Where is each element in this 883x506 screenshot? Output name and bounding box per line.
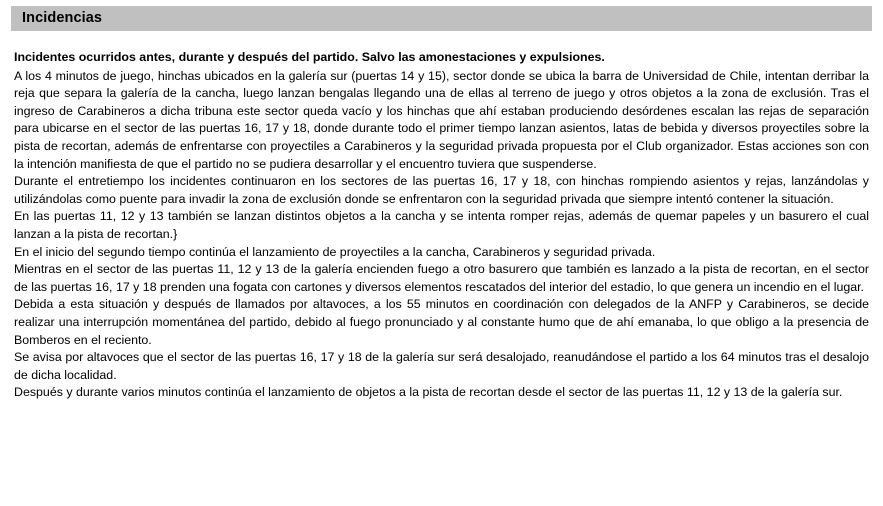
report-paragraph: Después y durante varios minutos continúa el lanzamiento de objetos a la pista de recortan desde el sector de las puertas 11, 12 y 13 de la galería sur. (14, 385, 843, 400)
report-paragraph: A los 4 minutos de juego, hinchas ubicados en la galería sur (puertas 14 y 15), sector donde se ubica la barra de Universidad de Chile, intentan derribar la reja que separa la galería de la cancha, luego lanzan bengalas llegando una de ellas al terreno de juego y otros objetos a la zona de exclusión. Tras el ingreso de Carabineros a dicha tribuna este sector queda vacío y los hinchas que ahí estaban produciendo desórdenes escalan las rejas de separación para ubicarse en el sector de las puertas 16, 17 y 18, donde durante todo el primer tiempo lanzan asientos, latas de bebida y diversos proyectiles sobre la pista de recortan, además de enfrentarse con proyectiles a Carabineros y la seguridad privada propuesta por el Club organizador. Estas acciones son con la intención manifiesta de que el partido no se pudiera desarrollar y el encuentro tuviera que suspenderse. (14, 68, 869, 171)
report-paragraph: Se avisa por altavoces que el sector de las puertas 16, 17 y 18 de la galería sur será desalojado, reanudándose el partido a los 64 minutos tras el desalojo de dicha localidad. (14, 350, 869, 382)
incident-report-body (14, 49, 869, 402)
report-paragraph: Mientras en el sector de las puertas 11, 12 y 13 de la galería encienden fuego a otro basurero que también es lanzado a la pista de recortan, en el sector de las puertas 16, 17 y 18 prenden una fogata con cartones y diversos elementos rescatados del interior del estadio, lo que genera un incendio en el lugar. (14, 262, 869, 294)
report-paragraph: En el inicio del segundo tiempo continúa el lanzamiento de proyectiles a la cancha, Carabineros y seguridad privada. (14, 244, 656, 259)
report-paragraph: Durante el entretiempo los incidentes continuaron en los sectores de las puertas 16, 17 y 18, con hinchas rompiendo asientos y rejas, lanzándolas y utilizándolas como puente para invadir la zona de exclusión donde se enfrentaron con la seguridad privada que siempre intentó contener la situación. (14, 174, 869, 206)
report-intro-line: Incidentes ocurridos antes, durante y después del partido. Salvo las amonestaciones y expulsiones. (14, 50, 605, 64)
section-header-bar (11, 6, 872, 31)
page-title: Incidencias (22, 10, 103, 27)
report-paragraph: Debida a esta situación y después de llamados por altavoces, a los 55 minutos en coordinación con delegados de la ANFP y Carabineros, se decide realizar una interrupción momentánea del partido, debido al fuego pronunciado y al constante humo que de ahí emanaba, lo que obligo a la presencia de Bomberos en el reciento. (14, 297, 869, 347)
report-paragraph: En las puertas 11, 12 y 13 también se lanzan distintos objetos a la cancha y se intenta romper rejas, además de quemar papeles y un basurero el cual lanzan a la pista de recortan.} (14, 209, 869, 241)
